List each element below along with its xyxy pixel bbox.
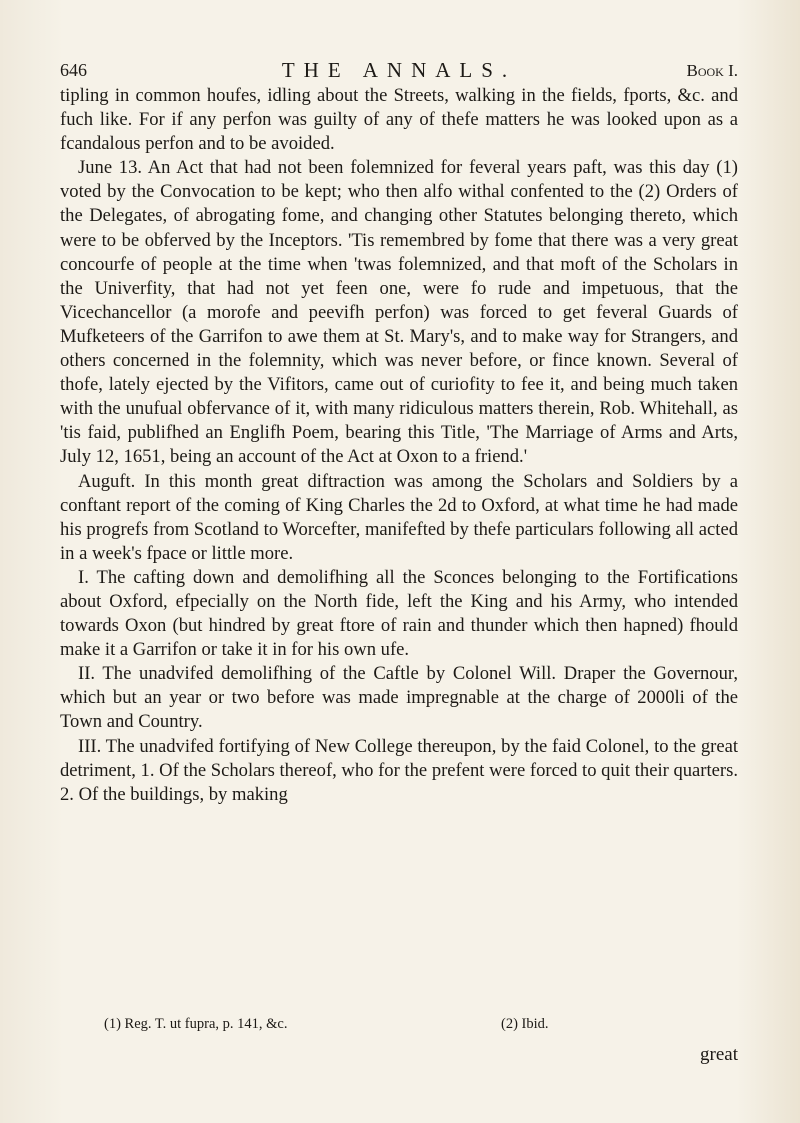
body-text (60, 84, 738, 807)
catchword: great (700, 1044, 738, 1065)
page-number: 646 (60, 60, 87, 80)
book-label: Book I. (686, 61, 738, 80)
paragraph-continuation: tipling in common houfes, idling about the Streets, walking in the fields, fports, &c. and fuch like. For if any perfon was guilty of any of thefe matters he was looked upon as a fcandalous perfon and to be avoided. (60, 85, 738, 155)
paragraph-item-2: II. The unadvifed demolifhing of the Caftle by Colonel Will. Draper the Governour, which but an year or two before was made impregnable at the charge of 2000li of the Town and Country. (60, 663, 738, 733)
running-title: THE ANNALS. (281, 58, 517, 82)
paragraph-item-3: III. The unadvifed fortifying of New College thereupon, by the faid Colonel, to the great detriment, 1. Of the Scholars thereof, who for the prefent were forced to quit their quarters. 2. Of the buildings, by making (60, 735, 738, 805)
footnote-1: (1) Reg. T. ut fupra, p. 141, &c. (104, 1016, 288, 1032)
footnotes (104, 1016, 664, 1033)
footnote-2: (2) Ibid. (501, 1016, 549, 1032)
paragraph-june-13: June 13. An Act that had not been folemnized for feveral years paft, was this day (1) voted by the Convocation to be kept; who then alfo withal confented to the (2) Orders of the Delegates, of abrogating fome, and changing other Statutes belonging thereto, which were to be obferved by the Inceptors. 'Tis remembred by fome that there was a very great concourfe of people at the time when 'twas folemnized, and that moft of the Scholars in the Univerfity, that had not yet feen one, were fo rude and impetuous, that the Vicechancellor (a morofe and peevifh perfon) was forced to get feveral Guards of Mufketeers of the Garrifon to awe them at St. Mary's, and to make way for Strangers, and others concerned in the folemnity, which was never before, or fince known. Several of thofe, lately ejected by the Vifitors, came out of curiofity to fee it, and being much taken with the unufual obfervance of it, with many ridiculous matters therein, Rob. Whitehall, as 'tis faid, publifhed an Englifh Poem, bearing this Title, 'The Marriage of Arms and Arts, July 12, 1651, being an account of the Act at Oxon to a friend.' (60, 157, 738, 468)
paragraph-item-1: I. The cafting down and demolifhing all the Sconces belonging to the Fortifications about Oxford, efpecially on the North fide, left the King and his Army, who intended towards Oxon (but hindred by great ftore of rain and thunder which then hapned) fhould make it a Garrifon or take it in for his own ufe. (60, 566, 738, 661)
paragraph-august: Auguft. In this month great diftraction was among the Scholars and Soldiers by a conftant report of the coming of King Charles the 2d to Oxford, at what time he had made his progrefs from Scotland to Worcefter, manifefted by thefe particulars following all acted in a week's fpace or little more. (60, 470, 738, 564)
